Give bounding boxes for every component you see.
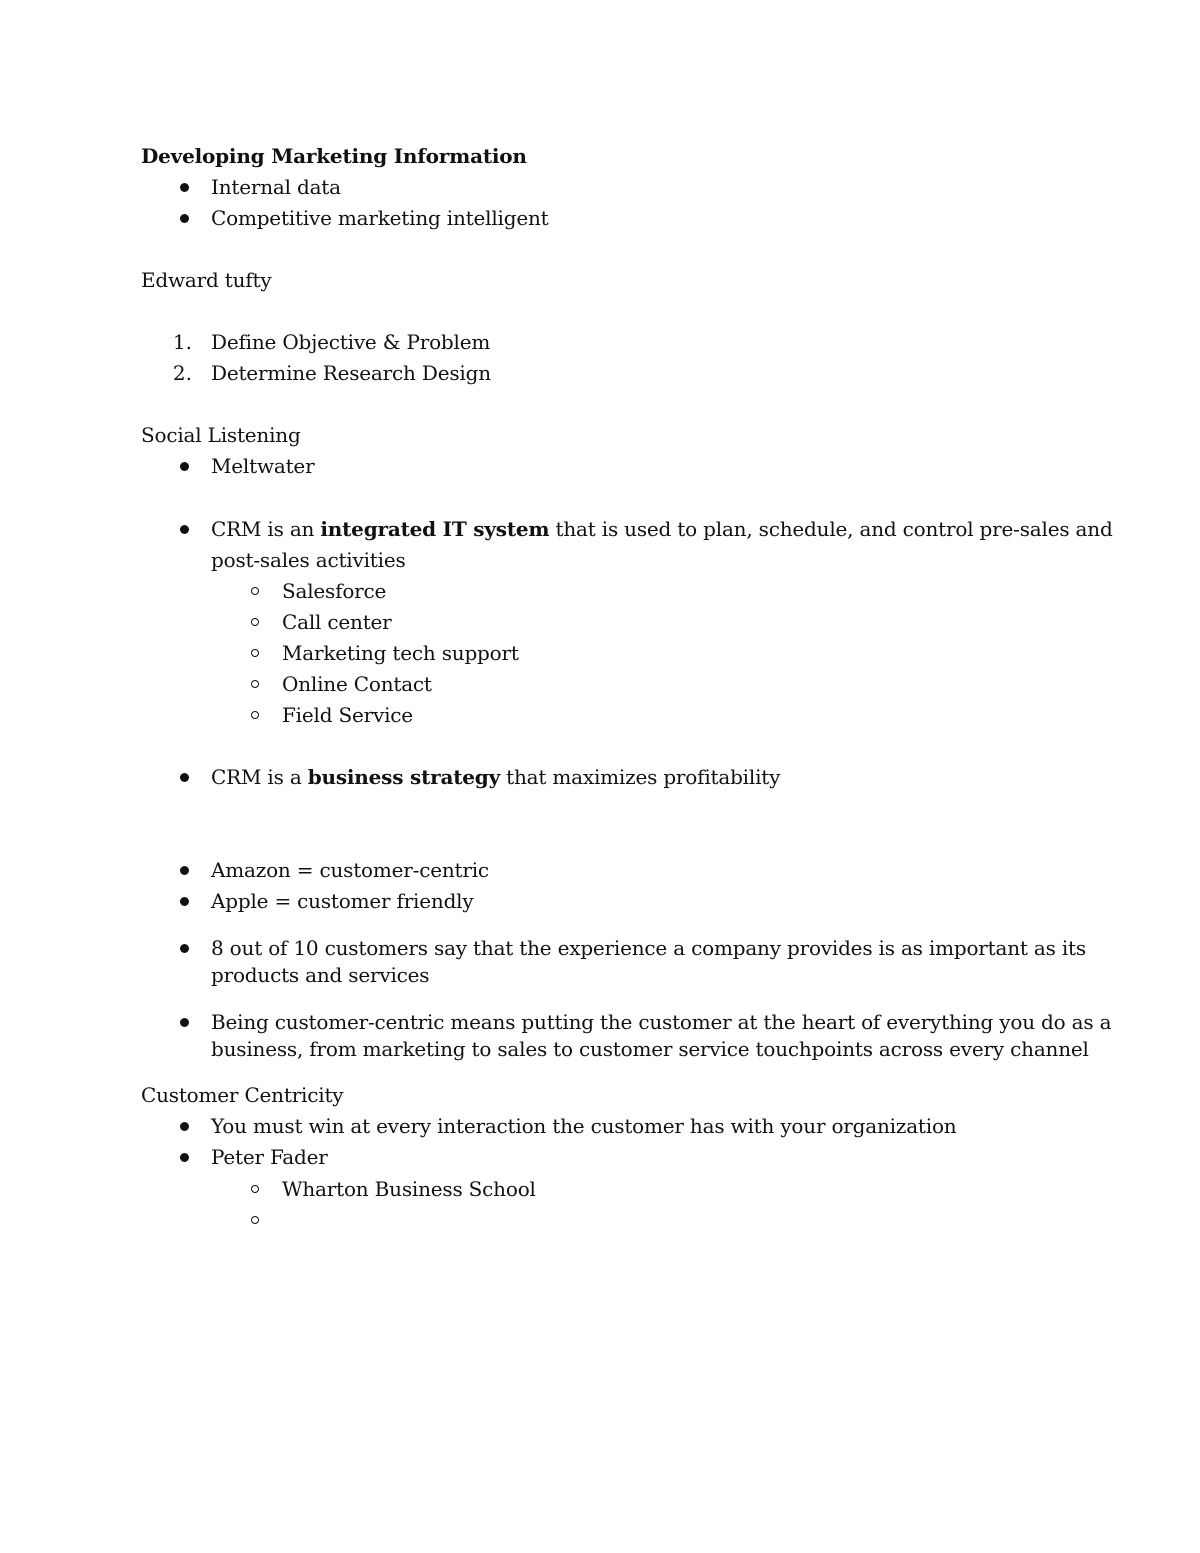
sub-bullet-icon [251,1185,259,1193]
sub-bullet-icon [251,587,259,595]
sub-list-item: Online Contact [282,672,432,696]
list-item: Internal data [211,175,341,199]
sub-bullet-icon [251,680,259,688]
sub-bullet-icon [251,649,259,657]
sub-list-item: Call center [282,610,392,634]
centric-def-line1: Being customer-centric means putting the customer at the heart of everything you do as a [211,1010,1112,1034]
bullet-icon [180,525,189,534]
list-item: You must win at every interaction the customer has with your organization [211,1114,957,1138]
crm-it-line [211,516,1113,542]
bullet-icon [180,1122,189,1131]
sub-list-item: Field Service [282,703,413,727]
numbered-item: Define Objective & Problem [211,330,491,354]
crm-strategy-suffix: that maximizes profitability [500,765,781,789]
sub-bullet-icon [251,1216,259,1224]
crm-it-line2: post-sales activities [211,548,406,572]
sub-list-item: Marketing tech support [282,641,519,665]
sub-bullet-icon [251,618,259,626]
stat-line1: 8 out of 10 customers say that the experience a company provides is as important as its [211,936,1086,960]
list-number: 1. [172,330,192,354]
bullet-icon [180,214,189,223]
crm-it-bold: integrated IT system [320,517,550,541]
crm-strategy-bold: business strategy [307,765,500,789]
bullet-icon [180,462,189,471]
centric-def-line2: business, from marketing to sales to customer service touchpoints across every channel [211,1037,1089,1061]
heading-edward-tufty: Edward tufty [141,268,272,292]
crm-strategy-line [211,764,780,790]
sub-list-item: Wharton Business School [282,1177,536,1201]
crm-strategy-prefix: CRM is a [211,765,308,789]
crm-it-suffix: that is used to plan, schedule, and control pre-sales and [549,517,1113,541]
list-item: Competitive marketing intelligent [211,206,549,230]
sub-bullet-icon [251,711,259,719]
list-item: Apple = customer friendly [211,889,474,913]
list-item: Meltwater [211,454,315,478]
crm-it-prefix: CRM is an [211,517,321,541]
list-item: Peter Fader [211,1145,328,1169]
list-number: 2. [172,361,192,385]
list-item: Amazon = customer-centric [211,858,489,882]
bullet-icon [180,1018,189,1027]
bullet-icon [180,897,189,906]
numbered-item: Determine Research Design [211,361,491,385]
bullet-icon [180,773,189,782]
heading-customer-centricity: Customer Centricity [141,1083,344,1107]
bullet-icon [180,183,189,192]
bullet-icon [180,1153,189,1162]
heading-social-listening: Social Listening [141,423,301,447]
bullet-icon [180,866,189,875]
bullet-icon [180,944,189,953]
sub-list-item: Salesforce [282,579,387,603]
stat-line2: products and services [211,963,430,987]
heading-developing-marketing-information: Developing Marketing Information [141,144,527,168]
